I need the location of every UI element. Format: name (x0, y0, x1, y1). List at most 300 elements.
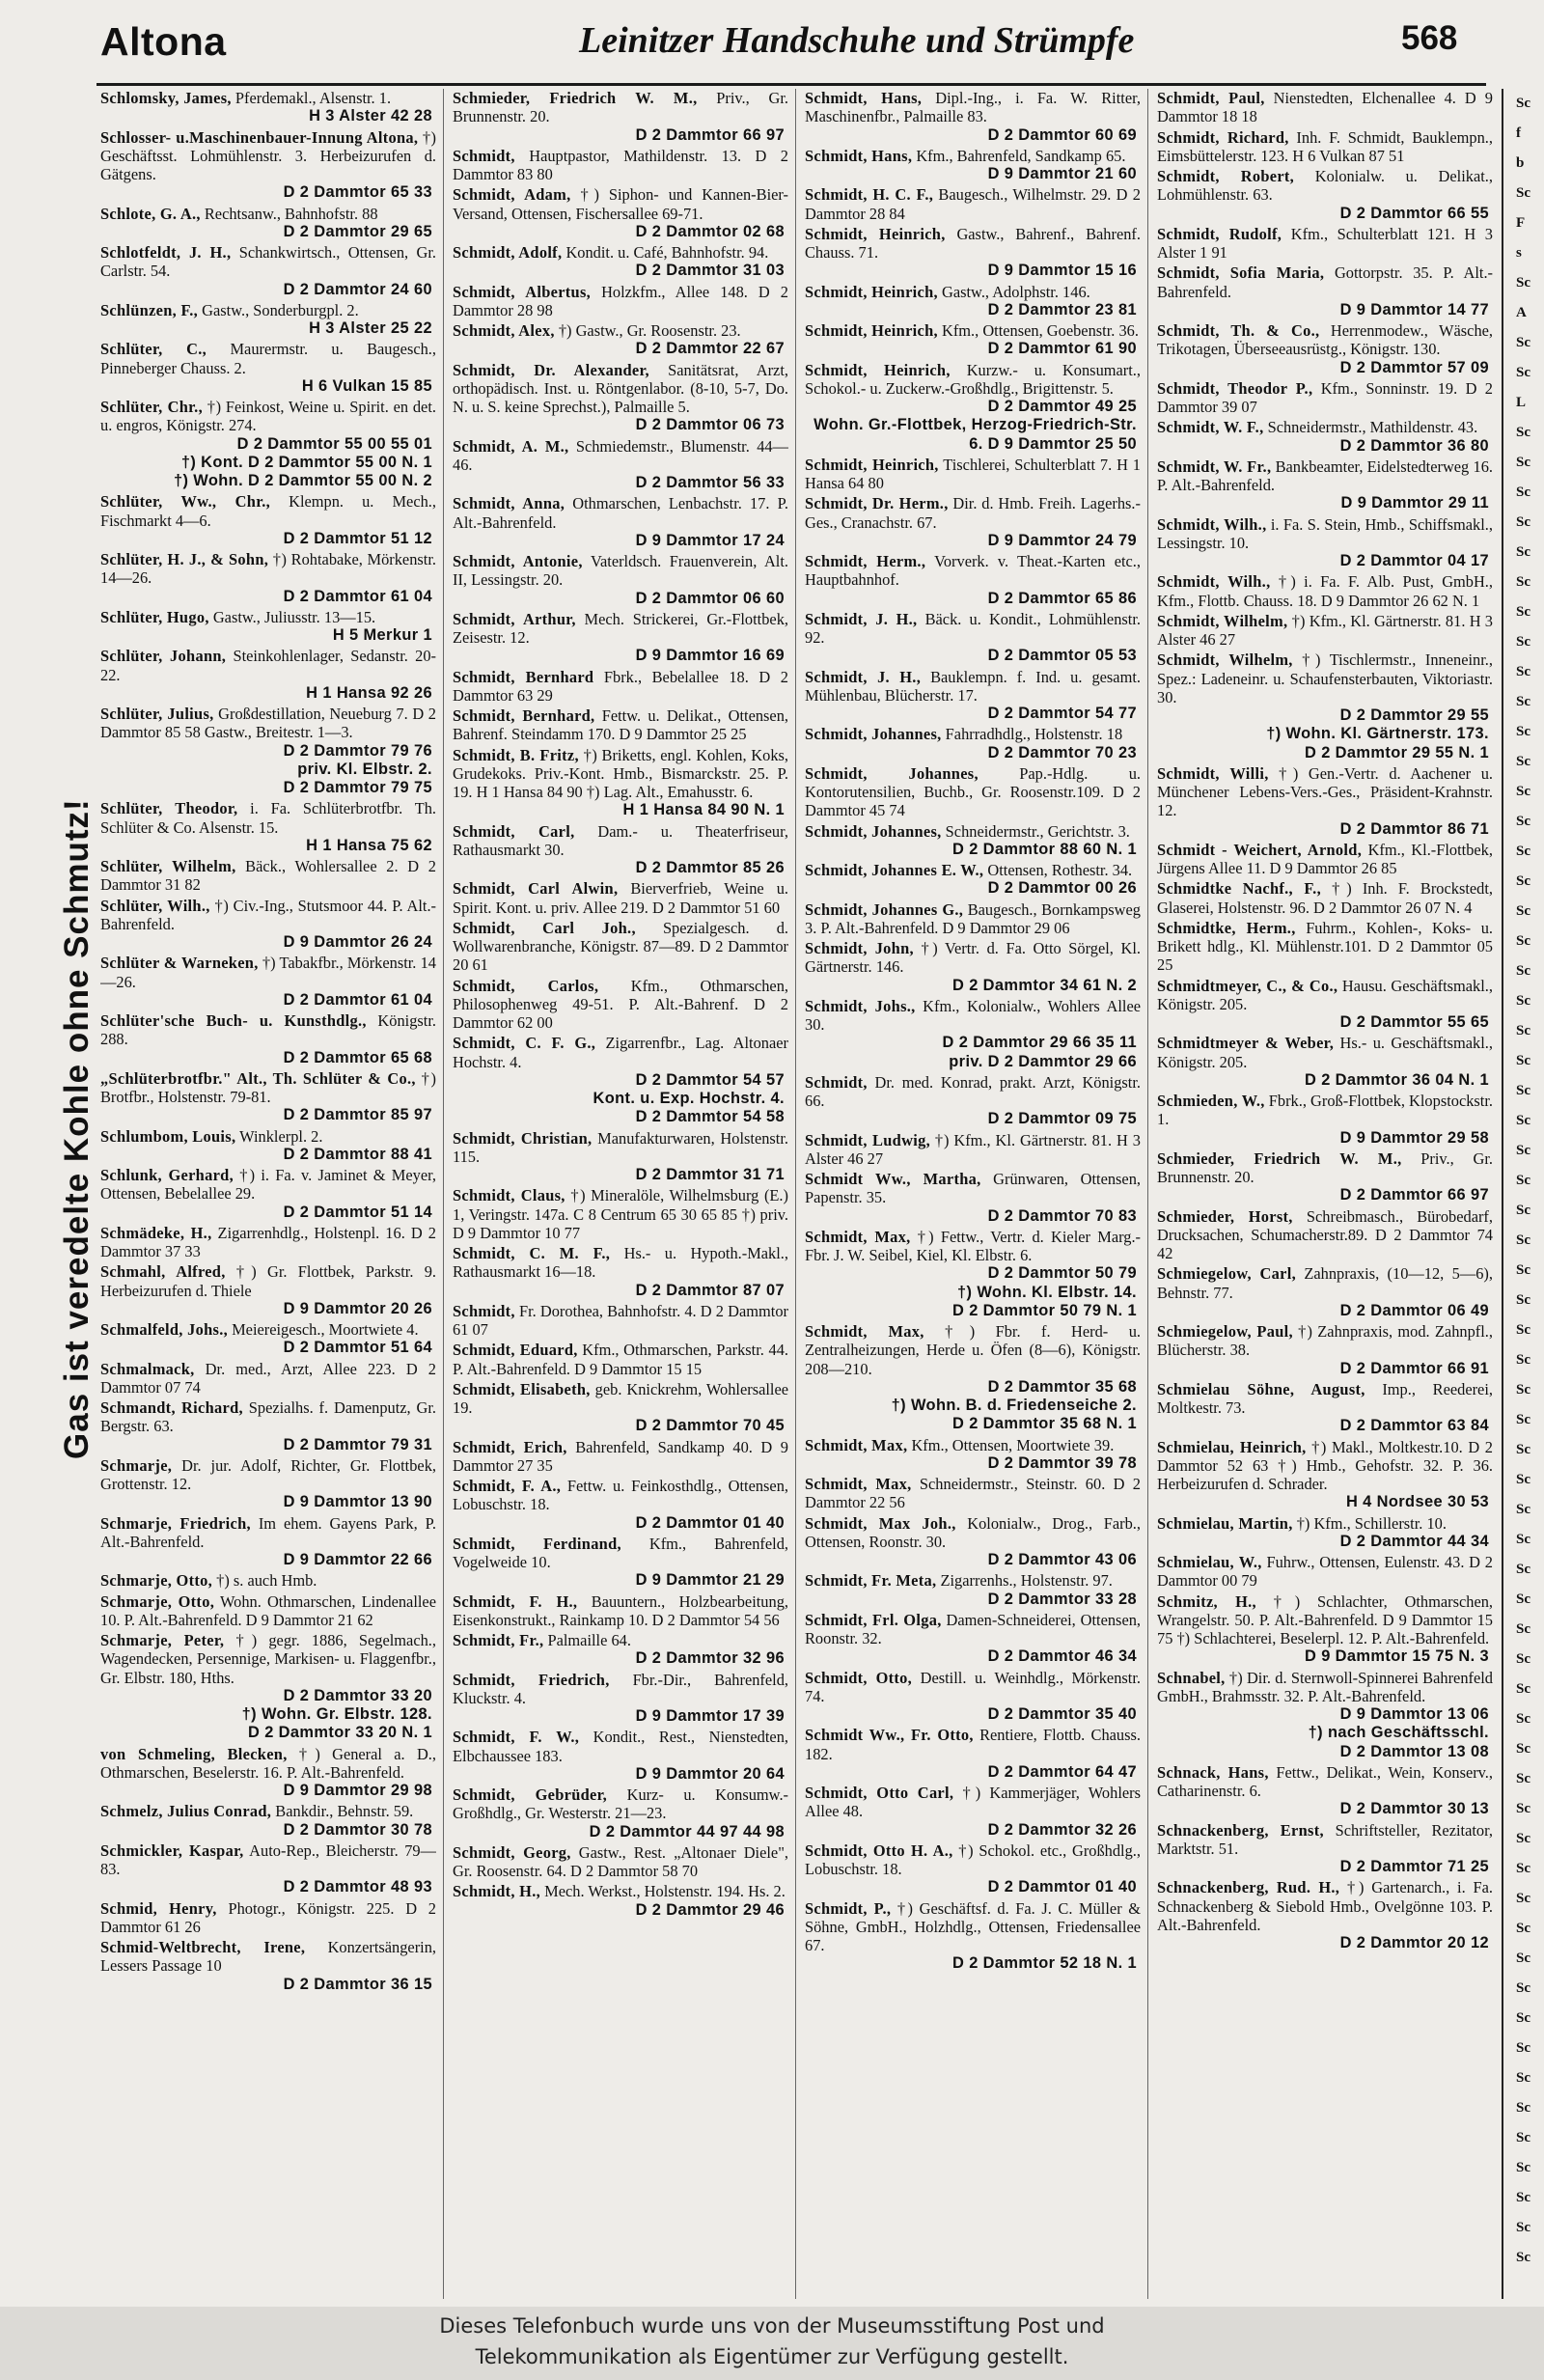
directory-entry (100, 1398, 436, 1454)
entry-details: Kfm., Bahrenfeld, Vogelweide 10. (453, 1534, 788, 1571)
entry-name: Schmidt, Heinrich, (805, 282, 938, 301)
phone-number: D 2 Dammtor 01 40 (987, 1878, 1137, 1896)
entry-details: Auto-Rep., Bleicherstr. 79—83. (100, 1840, 436, 1878)
entry-name: Schmidt, Albertus, (453, 282, 592, 301)
entry-details: Steinkohlenlager, Sedanstr. 20-22. (100, 647, 436, 684)
entry-name: Schmidt, Rudolf, (1157, 224, 1282, 243)
entry-name: Schmieden, W., (1157, 1092, 1265, 1110)
next-page-fragment: Sc (1516, 903, 1530, 919)
directory-entry (805, 668, 1141, 724)
phone-number: D 2 Dammtor 29 66 35 11 (942, 1034, 1137, 1052)
directory-entry (1157, 128, 1493, 166)
next-page-fragment: Sc (1516, 2040, 1530, 2056)
phone-number: D 9 Dammtor 21 29 (635, 1571, 785, 1590)
entry-details: Tischlerei, Schulterblatt 7. H 1 Hansa 64 80 (805, 455, 1141, 492)
phone-number: D 9 Dammtor 14 77 (1339, 300, 1489, 318)
directory-entry (100, 1631, 436, 1743)
next-page-fragment: Sc (1516, 1562, 1530, 1577)
phone-number: priv. Kl. Elbstr. 2. (297, 760, 432, 778)
entry-name: Schmidt, Theodor P., (1157, 378, 1313, 398)
directory-entry (805, 1841, 1141, 1897)
next-page-fragment: b (1516, 155, 1525, 171)
entry-name: Schmidt, Hans, (805, 146, 913, 165)
entry-details: Gastw., Adolphstr. 146. (937, 282, 1090, 301)
page-number: 568 (1401, 19, 1458, 57)
phone-number: †) nach Geschäftsschl. (1308, 1724, 1489, 1742)
entry-details: Baugesch., Wilhelmstr. 29. D 2 Dammtor 28 84 (805, 185, 1141, 223)
entry-details: Holzkfm., Allee 148. D 2 Dammtor 28 98 (453, 282, 788, 319)
entry-details: †) Makl., Moltkestr.10. D 2 Dammtor 52 63 (1157, 1437, 1493, 1475)
next-page-fragment: Sc (1516, 1203, 1530, 1218)
phone-number: D 2 Dammtor 71 25 (1339, 1858, 1489, 1875)
directory-entry (100, 1592, 436, 1630)
next-page-fragment: Sc (1516, 1143, 1530, 1158)
entry-details: Baugesch., Bornkampsweg 3. P. Alt.-Bahrenfeld. D 9 Dammtor 29 06 (805, 899, 1141, 937)
phone-number: D 2 Dammtor 33 20 N. 1 (248, 1724, 432, 1742)
directory-entry (453, 321, 788, 359)
entry-name: Schmidt, Wilh., (1157, 514, 1267, 534)
next-page-fragment: Sc (1516, 1053, 1530, 1068)
directory-entry (1157, 612, 1493, 650)
phone-number: D 2 Dammtor 54 57 (635, 1070, 785, 1089)
footer-line-2: Telekommunikation als Eigentümer zur Verfügung gestellt. (475, 2345, 1069, 2368)
directory-entry (453, 243, 788, 281)
entry-details: Fr. Dorothea, Bahnhofstr. 4. D 2 Dammtor 61 07 (453, 1301, 788, 1339)
directory-entry (100, 1069, 436, 1125)
entry-details: Königstr. 288. (100, 1011, 436, 1049)
entry-details: Kondit. u. Café, Bahnhofstr. 94. (562, 243, 769, 262)
entry-details: †) Gen.-Vertr. d. Aachener u. Münchener Lebens-Vers.-Ges., Präsident-Krahnstr. 12. (1157, 763, 1493, 820)
entry-details: Fettw., Delikat., Wein, Konserv., Catharinenstr. 6. (1157, 1762, 1493, 1800)
entry-name: Schmidt, Antonie, (453, 552, 583, 570)
directory-entry (453, 1882, 788, 1920)
next-page-fragment: Sc (1516, 873, 1530, 889)
entry-name: Schmidt, C. M. F., (453, 1244, 611, 1262)
entry-details: Mech. Strickerei, Gr.-Flottbek, Zeisestr. 12. (453, 609, 788, 647)
directory-entry (453, 1843, 788, 1881)
entry-details: Hs.- u. Hypoth.-Makl., Rathausmarkt 16—18. (453, 1244, 788, 1282)
directory-entry (1157, 879, 1493, 917)
phone-number: D 2 Dammtor 22 67 (635, 340, 785, 358)
phone-number: D 2 Dammtor 30 78 (283, 1820, 432, 1839)
entry-details: Bierverfrieb, Weine u. Spirit. Kont. u. priv. Allee 219. D 2 Dammtor 51 60 (453, 879, 788, 917)
entry-name: Schmielau, Martin, (1157, 1513, 1293, 1533)
phone-number: D 2 Dammtor 29 55 (1339, 706, 1489, 724)
directory-entry (453, 610, 788, 666)
directory-entry (805, 1669, 1141, 1725)
phone-number: D 2 Dammtor 86 71 (1339, 819, 1489, 838)
directory-entry (100, 340, 436, 396)
directory-entry (100, 857, 436, 895)
phone-number: H 1 Hansa 75 62 (306, 836, 432, 854)
directory-entry (100, 1745, 436, 1801)
entry-name: Schlüter, Wilh., (100, 896, 210, 915)
entry-details: Gastw., Rest. „Altonaer Diele", Gr. Roosenstr. 64. D 2 Dammtor 58 70 (453, 1842, 788, 1880)
entry-details: Priv., Gr. Brunnenstr. 20. (1157, 1148, 1493, 1186)
page-header-city: Altona (100, 19, 227, 64)
entry-name: Schmidt, Heinrich, (805, 455, 939, 474)
entry-details: †) Gartenarch., i. Fa. Schnackenberg & Siebold Hmb., Ovelgönne 103. P. Alt.-Bahrenfeld. (1157, 1878, 1493, 1934)
phone-number: Kont. u. Exp. Hochstr. 4. (593, 1090, 785, 1107)
entry-details: Spezialgesch. d. Wollwarenbranche, Königstr. 87—89. D 2 Dammtor 20 61 (453, 918, 788, 975)
phone-number: D 2 Dammtor 24 60 (283, 280, 432, 298)
directory-entry (1157, 1034, 1493, 1090)
next-page-fragment: Sc (1516, 2070, 1530, 2086)
next-page-fragment: Sc (1516, 1262, 1530, 1278)
next-page-fragment: Sc (1516, 455, 1530, 470)
entry-details: i. Fa. S. Stein, Hmb., Schiffsmakl., Lessingstr. 10. (1157, 514, 1493, 552)
phone-number: D 2 Dammtor 70 45 (635, 1417, 785, 1435)
phone-number: D 2 Dammtor 85 97 (283, 1106, 432, 1124)
entry-details: Fuhrm., Kohlen-, Koks- u. Brikett hdlg., Kl. Mühlenstr.101. D 2 Dammtor 05 25 (1157, 918, 1493, 975)
entry-name: Schmidtmeyer, C., & Co., (1157, 976, 1338, 995)
entry-details: Gastw., Breitestr. 1—3. (200, 723, 353, 742)
directory-entry (805, 1611, 1141, 1667)
next-page-fragment: Sc (1516, 544, 1530, 560)
directory-entry (453, 1671, 788, 1727)
entry-details: Ottensen, Rothestr. 34. (983, 861, 1133, 879)
directory-entry (1157, 457, 1493, 513)
entry-details: Nienstedten, Elchenallee 4. D 9 Dammtor 18 18 (1157, 89, 1493, 126)
entry-name: Schmidt, Johs., (805, 996, 916, 1015)
next-page-fragment: Sc (1516, 2160, 1530, 2175)
entry-details: †) Kfm., Kl. Gärtnerstr. 81. H 3 Alster 46 27 (1157, 611, 1493, 649)
phone-number: D 2 Dammtor 44 97 44 98 (589, 1822, 785, 1840)
entry-name: Schmarje, Friedrich, (100, 1513, 251, 1533)
directory-entry (453, 361, 788, 435)
phone-number: D 2 Dammtor 65 68 (283, 1048, 432, 1066)
phone-number: D 9 Dammtor 16 69 (635, 647, 785, 665)
next-page-fragment: Sc (1516, 1591, 1530, 1607)
entry-details: Rechtsanw., Bahnhofstr. 88 (200, 204, 378, 223)
entry-name: Schlüter'sche Buch- u. Kunsthdlg., (100, 1011, 367, 1030)
entry-details: Kfm., Schulterblatt 121. H 3 Alster 1 91 (1157, 224, 1493, 262)
entry-name: Schmidt, (805, 1072, 868, 1092)
directory-entry (100, 1456, 436, 1512)
next-page-fragment: Sc (1516, 724, 1530, 739)
directory-entry (1157, 1322, 1493, 1378)
entry-name: Schmidt, F. H., (453, 1591, 578, 1611)
directory-entry (453, 89, 788, 145)
entry-details: Bauuntern., Holzbearbeitung, Eisenkonstrukt., Rainkamp 10. D 2 Dammtor 54 56 (453, 1591, 788, 1629)
phone-number: H 3 Alster 42 28 (309, 107, 432, 125)
phone-number: D 2 Dammtor 46 34 (987, 1647, 1137, 1666)
entry-details: †) Gastw., Gr. Roosenstr. 23. (554, 321, 741, 340)
entry-details: Kurzw.- u. Konsumart., Schokol.- u. Zuckerw.-Großhdlg., Brigittenstr. 5. (805, 360, 1141, 398)
directory-entry (1157, 572, 1493, 610)
directory-entry (100, 1899, 436, 1937)
directory-entry (100, 398, 436, 490)
page-header-advert: Leinitzer Handschuhe und Strümpfe (579, 20, 1135, 61)
directory-entry (805, 89, 1141, 145)
next-page-fragment: Sc (1516, 2190, 1530, 2205)
entry-name: Schmidt, Wilh., (1157, 572, 1271, 592)
directory-entry (805, 1322, 1141, 1434)
directory-entry (453, 977, 788, 1033)
entry-name: Schmalfeld, Johs., (100, 1320, 228, 1339)
entry-details: Schriftsteller, Rezitator, Marktstr. 51. (1157, 1820, 1493, 1858)
directory-entry (805, 725, 1141, 762)
entry-name: Schmidt, Paul, (1157, 89, 1265, 107)
entry-name: Schlüter, H. J., & Sohn, (100, 550, 269, 568)
phone-number: D 2 Dammtor 01 40 (635, 1513, 785, 1532)
next-page-fragment: Sc (1516, 1681, 1530, 1697)
phone-number: D 2 Dammtor 09 75 (987, 1110, 1137, 1128)
phone-number: D 2 Dammtor 52 18 N. 1 (952, 1954, 1137, 1973)
directory-entry (805, 1436, 1141, 1474)
next-page-fragment: Sc (1516, 1502, 1530, 1517)
phone-number: D 2 Dammtor 79 75 (283, 779, 432, 796)
next-page-fragment: Sc (1516, 2010, 1530, 2026)
entry-details: Imp., Reederei, Moltkestr. 73. (1157, 1379, 1493, 1417)
entry-name: Schmiegelow, Carl, (1157, 1264, 1296, 1284)
phone-number: D 2 Dammtor 51 12 (283, 529, 432, 547)
entry-details: Schreibmasch., Bürobedarf, Drucksachen, Schumacherstr.89. D 2 Dammtor 74 42 (1157, 1206, 1493, 1262)
next-page-fragment: Sc (1516, 814, 1530, 829)
phone-number: D 9 Dammtor 24 79 (987, 531, 1137, 549)
directory-entry (805, 321, 1141, 359)
next-page-fragment: Sc (1516, 1532, 1530, 1547)
phone-number: D 2 Dammtor 33 28 (987, 1590, 1137, 1608)
entry-name: Schmidt, Johannes, (805, 725, 942, 744)
directory-entry (453, 1302, 788, 1340)
entry-name: Schmidt, Richard, (1157, 127, 1289, 147)
next-page-fragment: Sc (1516, 1980, 1530, 1996)
entry-details: Gottorpstr. 35. P. Alt.-Bahrenfeld. (1157, 263, 1493, 301)
phone-number: D 9 Dammtor 29 98 (283, 1782, 432, 1799)
entry-name: Schmidt, Eduard, (453, 1341, 578, 1360)
entry-name: Schmidt Ww., Fr. Otto, (805, 1726, 974, 1745)
entry-name: Schlotfeldt, J. H., (100, 243, 232, 262)
directory-entry (1157, 321, 1493, 377)
phone-number: †) Wohn. Gr. Elbstr. 128. (241, 1705, 432, 1723)
phone-number: D 2 Dammtor 39 78 (987, 1453, 1137, 1472)
directory-entry (805, 861, 1141, 899)
entry-details: Kfm., Othmarschen, Philosophenweg 49-51. P. Alt.-Bahrenf. D 2 Dammtor 62 00 (453, 976, 788, 1032)
entry-name: Schmelz, Julius Conrad, (100, 1802, 272, 1821)
entry-name: Schmidt, Dr. Herm., (805, 494, 949, 513)
directory-entry (805, 1170, 1141, 1226)
entry-details: Kondit., Rest., Nienstedten, Elbchaussee 183. (453, 1728, 788, 1765)
entry-name: Schmidt, P., (805, 1898, 892, 1918)
phone-number: D 2 Dammtor 54 58 (635, 1108, 785, 1126)
entry-details: †) priv. D 9 Dammtor 10 77 (453, 1204, 788, 1242)
directory-entry (100, 1802, 436, 1840)
next-page-fragment: Sc (1516, 1472, 1530, 1487)
phone-number: D 2 Dammtor 61 04 (283, 587, 432, 605)
entry-name: Schnabel, (1157, 1668, 1226, 1687)
phone-number: D 9 Dammtor 26 24 (283, 933, 432, 951)
entry-name: Schlüter & Warneken, (100, 954, 259, 973)
entry-details: Fettw. u. Feinkosthdlg., Ottensen, Lobuschstr. 18. (453, 1477, 788, 1514)
phone-number: D 2 Dammtor 29 55 N. 1 (1305, 743, 1489, 761)
entry-details: Meiereigesch., Moortwiete 4. (228, 1320, 419, 1339)
directory-entry (1157, 1264, 1493, 1320)
entry-name: Schmidt, (453, 1301, 515, 1320)
phone-number: D 2 Dammtor 55 00 55 01 (236, 434, 432, 453)
directory-entry (1157, 1380, 1493, 1436)
entry-name: Schmahl, Alfred, (100, 1262, 226, 1282)
entry-details: Großdestillation, Neueburg 7. D 2 Dammtor 85 58 (100, 705, 436, 742)
directory-entry (805, 494, 1141, 550)
next-page-fragment: Sc (1516, 1831, 1530, 1846)
phone-number: priv. D 2 Dammtor 29 66 (949, 1052, 1137, 1070)
entry-details: Photogr., Königstr. 225. D 2 Dammtor 61 26 (100, 1898, 436, 1936)
next-page-fragment: Sc (1516, 1382, 1530, 1398)
directory-entry (100, 799, 436, 855)
next-page-fragment: Sc (1516, 1442, 1530, 1457)
phone-number: D 2 Dammtor 00 26 (987, 879, 1137, 898)
next-page-fragment: Sc (1516, 1083, 1530, 1098)
phone-number: D 2 Dammtor 20 12 (1339, 1934, 1489, 1951)
entry-details: Bäck. u. Kondit., Lohmühlenstr. 92. (805, 609, 1141, 647)
entry-details: Schneidermstr., Mathildenstr. 43. (1263, 418, 1478, 437)
entry-name: Schmidt, F. W., (453, 1728, 580, 1747)
entry-details: Gastw., Sonderburgpl. 2. (198, 300, 359, 319)
entry-name: Schmidt, Heinrich, (805, 224, 946, 243)
phone-number: D 2 Dammtor 66 97 (635, 125, 785, 144)
entry-details: Hausu. Geschäftsmakl., Königstr. 205. (1157, 976, 1493, 1013)
entry-name: Schlosser- u.Maschinenbauer-Innung Altona, (100, 127, 419, 147)
entry-details: †) Civ.-Ing., Stutsmoor 44. P. Alt.-Bahrenfeld. (100, 896, 436, 933)
directory-entry (1157, 1763, 1493, 1819)
entry-name: Schmidt, Anna, (453, 494, 565, 513)
next-page-fragment: Sc (1516, 96, 1530, 111)
entry-details: Dr. jur. Adolf, Richter, Gr. Flottbek, Grottenstr. 12. (100, 1455, 436, 1493)
entry-name: Schmidt, A. M., (453, 436, 569, 456)
phone-number: D 2 Dammtor 66 91 (1339, 1359, 1489, 1377)
entry-details: Sanitätsrat, Arzt, orthopädisch. Inst. u. Röntgenlabor. (8-10, 5-7, Do. N. u. S. keine Sprechst.), Palmaille 5. (453, 360, 788, 416)
phone-number: D 2 Dammtor 70 23 (987, 743, 1137, 761)
directory-entry (453, 919, 788, 975)
next-page-fragment: Sc (1516, 634, 1530, 650)
entry-name: Schmiegelow, Paul, (1157, 1322, 1293, 1341)
entry-name: Schmidt, Alex, (453, 321, 555, 340)
next-page-fragment: Sc (1516, 1921, 1530, 1936)
phone-number: D 2 Dammtor 36 04 N. 1 (1305, 1070, 1489, 1089)
directory-entry (100, 954, 436, 1010)
entry-name: Schmidt, Heinrich, (805, 321, 938, 340)
directory-entry (805, 1073, 1141, 1129)
next-page-fragment: Sc (1516, 484, 1530, 500)
entry-name: Schmidtke Nachf., F., (1157, 879, 1321, 899)
directory-entry (1157, 1878, 1493, 1952)
directory-entry (453, 1477, 788, 1533)
entry-details: Spezialhs. f. Damenputz, Gr. Bergstr. 63. (100, 1398, 436, 1436)
entry-name: Schmielau, Heinrich, (1157, 1437, 1307, 1456)
entry-name: Schmidt, W. Fr., (1157, 457, 1272, 476)
next-page-fragment: Sc (1516, 1951, 1530, 1966)
directory-entry (805, 456, 1141, 493)
directory-entry (453, 185, 788, 241)
entry-name: Schmidt, Adam, (453, 185, 571, 205)
phone-number: D 9 Dammtor 15 75 N. 3 (1305, 1647, 1489, 1666)
phone-number: D 2 Dammtor 50 79 (987, 1264, 1137, 1283)
entry-name: Schmidt, Willi, (1157, 763, 1269, 783)
entry-name: Schmickler, Kaspar, (100, 1840, 244, 1860)
entry-details: †) gegr. 1886, Segelmach., Wagendecken, Persennige, Markisen- u. Flaggenfbr., Gr. Elbstr. 180, Hths. (100, 1631, 436, 1687)
directory-entry (453, 706, 788, 744)
entry-details: †) Tischlermstr., Inneneinr., Spez.: Ladeneinr. u. Schaufensterbauten, Viktoriastr. 30. (1157, 650, 1493, 706)
phone-number: D 2 Dammtor 57 09 (1339, 358, 1489, 376)
entry-details: Vaterldsch. Frauenverein, Alt. II, Lessingstr. 20. (453, 552, 788, 590)
phone-number: D 9 Dammtor 29 58 (1339, 1128, 1489, 1147)
phone-number: D 2 Dammtor 88 60 N. 1 (952, 840, 1137, 858)
directory-entry (453, 1438, 788, 1476)
entry-name: Schmidt, Christian, (453, 1128, 593, 1148)
phone-number: †) Kont. D 2 Dammtor 55 00 N. 1 (180, 453, 432, 471)
entry-name: Schmidt, Bernhard, (453, 706, 595, 725)
next-page-fragment: Sc (1516, 335, 1530, 350)
directory-entry (100, 1514, 436, 1570)
directory-entry (805, 361, 1141, 454)
directory-entry (1157, 1821, 1493, 1877)
entry-name: Schmieder, Friedrich W. M., (1157, 1148, 1402, 1168)
directory-entry (1157, 1669, 1493, 1761)
phone-number: D 9 Dammtor 20 26 (283, 1299, 432, 1317)
directory-entry (1157, 379, 1493, 417)
entry-details: i. Fa. Schlüterbrotfbr. Th. Schlüter & Co. Alsenstr. 15. (100, 799, 436, 837)
phone-number: D 2 Dammtor 34 61 N. 2 (952, 976, 1137, 994)
entry-details: Priv., Gr. Brunnenstr. 20. (453, 89, 788, 126)
entry-details: Pap.-Hdlg. u. Kontorutensilien, Buchb., Gr. Roosenstr.109. D 2 Dammtor 45 74 (805, 763, 1141, 820)
entry-name: Schmidt, Claus, (453, 1186, 565, 1205)
entry-details: †) General a. D., Othmarschen, Beselerstr. 16. P. Alt.-Bahrenfeld. (100, 1744, 436, 1782)
directory-entry (453, 1728, 788, 1784)
directory-entry (100, 647, 436, 703)
entry-name: Schlüter, Johann, (100, 647, 227, 666)
entry-name: Schmidt, Max, (805, 1435, 908, 1454)
entry-name: Schmidt, C. F. G., (453, 1034, 596, 1053)
entry-name: Schmidt, Carl Joh., (453, 918, 636, 937)
next-page-fragment: Sc (1516, 1621, 1530, 1637)
entry-name: Schmarje, Otto, (100, 1591, 215, 1611)
phone-number: D 2 Dammtor 63 84 (1339, 1417, 1489, 1435)
entry-name: Schmädeke, H., (100, 1223, 212, 1242)
entry-name: Schmidt, Georg, (453, 1842, 571, 1862)
entry-name: Schmidt, Wilhelm, (1157, 611, 1288, 630)
directory-entry (100, 89, 436, 126)
entry-name: Schlünzen, F., (100, 300, 199, 319)
entry-details: geb. Knickrehm, Wohlersallee 19. (453, 1379, 788, 1417)
entry-name: Schlüter, Chr., (100, 398, 203, 416)
next-page-fragment: Sc (1516, 425, 1530, 440)
entry-name: Schmidt, H. C. F., (805, 185, 934, 205)
next-page-fragment: Sc (1516, 2220, 1530, 2235)
entry-details: †) Zahnpraxis, mod. Zahnpfl., Blücherstr. 38. (1157, 1322, 1493, 1360)
directory-entry (453, 1592, 788, 1630)
entry-details: Dr. med., Arzt, Allee 223. D 2 Dammtor 07 74 (100, 1359, 436, 1397)
entry-name: Schmidt, Sofia Maria, (1157, 263, 1325, 283)
entry-details: Zigarrenfbr., Lag. Altonaer Hochstr. 4. (453, 1034, 788, 1071)
entry-name: Schmidt, J. H., (805, 609, 918, 628)
entry-details: Fbrk., Bebelallee 18. D 2 Dammtor 63 29 (453, 667, 788, 705)
entry-details: Im ehem. Gayens Park, P. Alt.-Bahrenfeld. (100, 1513, 436, 1551)
entry-name: Schmidt, Ludwig, (805, 1130, 930, 1149)
entry-name: Schmidt, Max Joh., (805, 1513, 956, 1533)
directory-entry (805, 1899, 1141, 1974)
entry-details: †) Lag. Alt., Emahusstr. 6. (582, 783, 754, 801)
entry-details: Dam.- u. Theaterfriseur, Rathausmarkt 30. (453, 821, 788, 859)
entry-details: Schankwirtsch., Ottensen, Gr. Carlstr. 54. (100, 243, 436, 281)
footer-notice (0, 2307, 1544, 2380)
entry-details: Bäck., Wohlersallee 2. D 2 Dammtor 31 82 (100, 857, 436, 895)
entry-details: Konzertsängerin, Lessers Passage 10 (100, 1938, 436, 1976)
entry-details: Inh. F. Schmidt, Bauklempn., Eimsbüttelerstr. 123. H 6 Vulkan 87 51 (1157, 127, 1493, 165)
phone-number: D 2 Dammtor 36 80 (1339, 436, 1489, 455)
phone-number: H 6 Vulkan 15 85 (301, 376, 432, 395)
entry-name: Schmidt, Friedrich, (453, 1670, 610, 1689)
